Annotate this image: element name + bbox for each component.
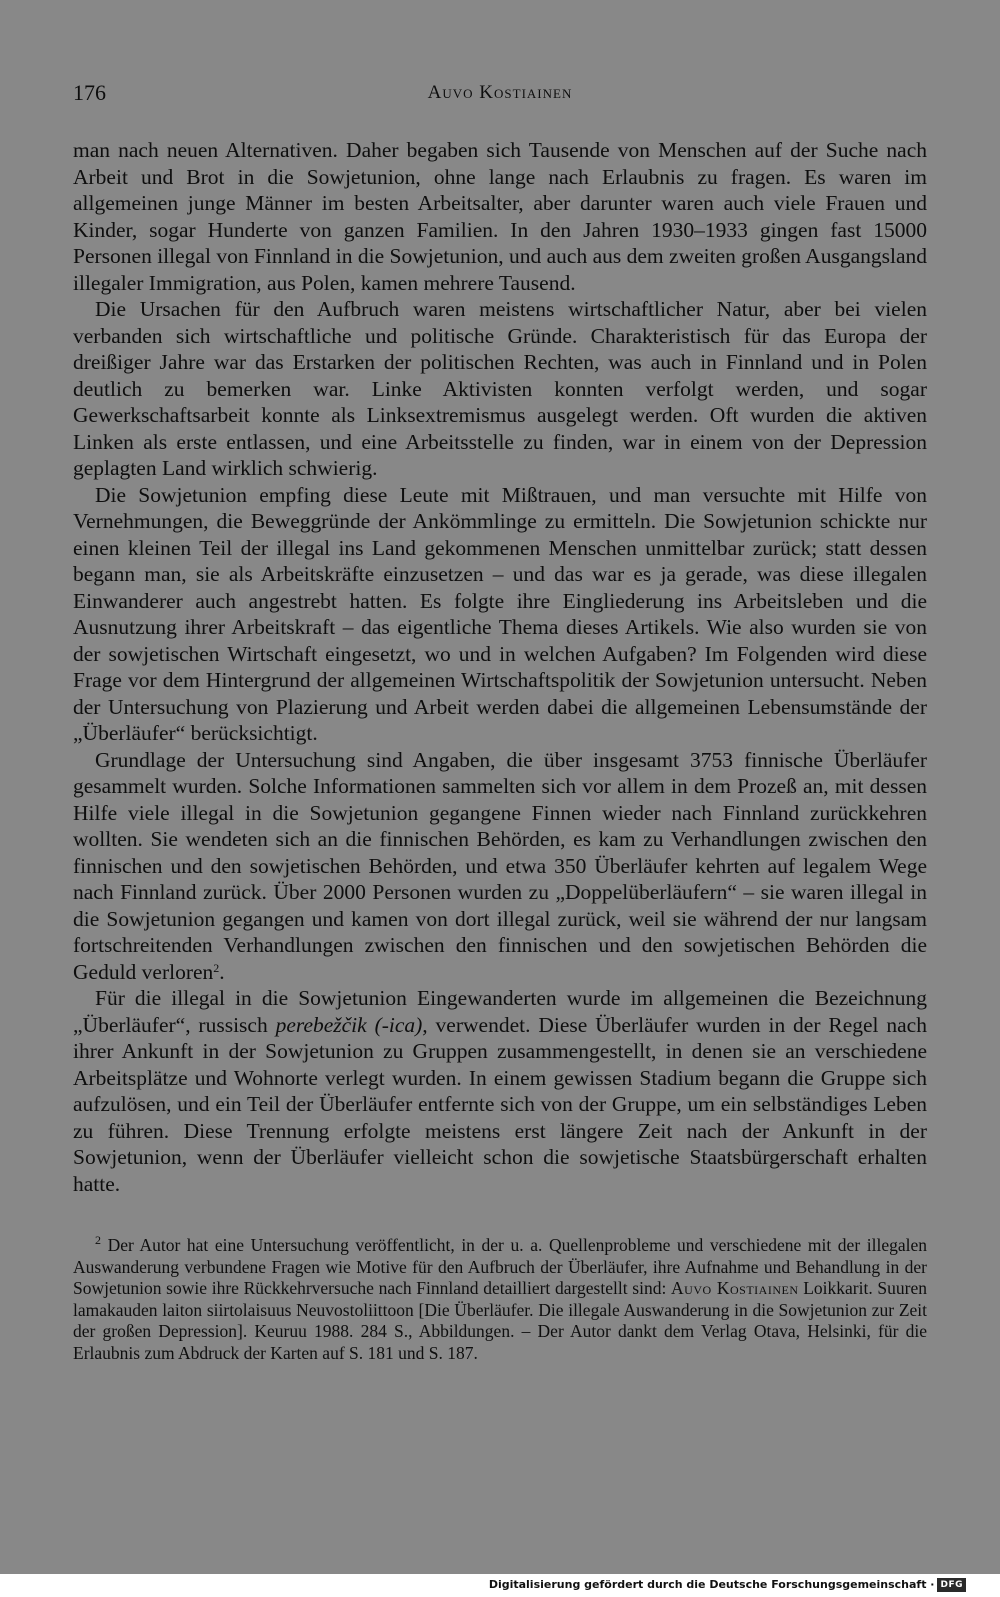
- footnote-text-rest: Loikkarit. Suuren lamakauden laiton siirtolaisuus Neuvostoliittoon [Die Überläufer. Die illegale Auswanderung in die Sowjetunion zur Zeit der großen Depression]. Keuruu 1988. 284 S., Abbildungen. – Der Autor dankt dem Verlag Otava, Helsinki, für die Erlaubnis zum Abdruck der Karten auf S. 181 und S. 187.: [73, 1278, 928, 1363]
- footnote: [73, 1235, 927, 1364]
- footnote-marker: 2: [95, 1233, 101, 1247]
- paragraph-1: man nach neuen Alternativen. Daher begaben sich Tausende von Menschen auf der Suche nach Arbeit und Brot in die Sowjetunion, ohne lange nach Erlaubnis zu fragen. Es waren im allgemeinen junge Männer im besten Arbeitsalter, aber darunter waren auch viele Frauen und Kinder, sogar Hunderte von ganzen Familien. In den Jahren 1930–1933 gingen fast 15000 Personen illegal von Finnland in die Sowjetunion, und auch aus dem zweiten großen Ausgangsland illegaler Immigration, aus Polen, kamen mehrere Tausend.: [73, 138, 927, 295]
- russian-term: perebežčik (-ica),: [275, 1012, 428, 1037]
- running-head: [73, 80, 927, 110]
- footnote-text-start: Der Autor hat eine Untersuchung veröffentlicht, in der u. a. Quellenprobleme und verschiedene mit der illegalen Auswanderung verbundene Fragen wie Motive für den Aufbruch der Überläufer, ihre Aufnahme und Behandlung in der Sowjetunion sowie ihre Rückkehrversuche nach Finnland detailliert dargestellt sind:: [73, 1235, 927, 1298]
- digitization-credit: [489, 1577, 966, 1593]
- paragraph-5: [73, 985, 927, 1197]
- paragraph-5-start: Für die illegal in die Sowjetunion Eingewanderten wurde im allgemeinen die Bezeichnung „Überläufer“, russisch: [73, 986, 927, 1037]
- paragraph-4-end: .: [219, 959, 225, 984]
- paragraph-3: Die Sowjetunion empfing diese Leute mit Mißtrauen, und man versuchte mit Hilfe von Vernehmungen, die Beweggründe der Ankömmlinge zu ermitteln. Die Sowjetunion schickte nur einen kleinen Teil der illegal ins Land gekommenen Menschen unmittelbar zurück; statt dessen begann man, sie als Arbeitskräfte einzusetzen – und das war es ja gerade, was diese illegalen Einwanderer auch angestrebt hatten. Es folgte ihre Eingliederung ins Arbeitsleben und die Ausnutzung ihrer Arbeitskraft – das eigentliche Thema dieses Artikels. Wie also wurden sie von der sowjetischen Wirtschaft eingesetzt, wo und in welchen Aufgaben? Im Folgenden wird diese Frage vor dem Hintergrund der allgemeinen Wirtschaftspolitik der Sowjetunion untersucht. Neben der Untersuchung von Plazierung und Arbeit werden dabei die allgemeinen Lebensumstände der „Überläufer“ berücksichtigt.: [73, 482, 927, 745]
- running-title: Auvo Kostiainen: [427, 82, 573, 103]
- footnote-2: [73, 1235, 927, 1364]
- body-text: [73, 137, 927, 1197]
- footnote-reference[interactable]: 2: [213, 960, 220, 975]
- paragraph-4: [73, 747, 927, 986]
- page-number: 176: [73, 80, 106, 105]
- dfg-logo: DFG: [937, 1578, 966, 1592]
- paragraph-2: Die Ursachen für den Aufbruch waren meistens wirtschaftlicher Natur, aber bei vielen verbanden sich wirtschaftliche und politische Gründe. Charakteristisch für das Europa der dreißiger Jahre war das Erstarken der politischen Rechten, was auch in Finnland und in Polen deutlich zu bemerken war. Linke Aktivisten konnten verfolgt werden, und sogar Gewerkschaftsarbeit konnte als Linksextremismus ausgelegt werden. Oft wurden die aktiven Linken als erste entlassen, und eine Arbeitsstelle zu finden, war in einem von der Depression geplagten Land wirklich schwierig.: [73, 297, 927, 480]
- footnote-author: Auvo Kostiainen: [671, 1278, 799, 1298]
- credit-text: Digitalisierung gefördert durch die Deutsche Forschungsgemeinschaft ·: [488, 1578, 935, 1591]
- paragraph-4-text: Grundlage der Untersuchung sind Angaben, die über insgesamt 3753 finnische Überläufer gesammelt wurden. Solche Informationen sammelten sich vor allem in dem Prozeß an, mit dessen Hilfe viele illegal in die Sowjetunion gegangene Finnen wieder nach Finnland zurückkehren wollten. Sie wendeten sich an die finnischen Behörden, es kam zu Verhandlungen zwischen den finnischen und den sowjetischen Behörden, und etwa 350 Überläufer kehrten auf legalem Wege nach Finnland zurück. Über 2000 Personen wurden zu „Doppelüberläufern“ – sie waren illegal in die Sowjetunion gegangen und kamen von dort illegal zurück, weil sie während der nur langsam fortschreitenden Verhandlungen zwischen den finnischen und den sowjetischen Behörden die Geduld verloren: [73, 747, 927, 984]
- paragraph-5-rest: verwendet. Diese Überläufer wurden in der Regel nach ihrer Ankunft in der Sowjetunion zu Gruppen zusammengestellt, in denen sie an verschiedene Arbeitsplätze und Wohnorte verlegt wurden. In einem gewissen Stadium begann die Gruppe sich aufzulösen, und ein Teil der Überläufer entfernte sich von der Gruppe, um ein selbständiges Leben zu führen. Diese Trennung erfolgte meistens erst längere Zeit nach der Ankunft in der Sowjetunion, wenn der Überläufer vielleicht schon die sowjetische Staatsbürgerschaft erhalten hatte.: [73, 1012, 927, 1196]
